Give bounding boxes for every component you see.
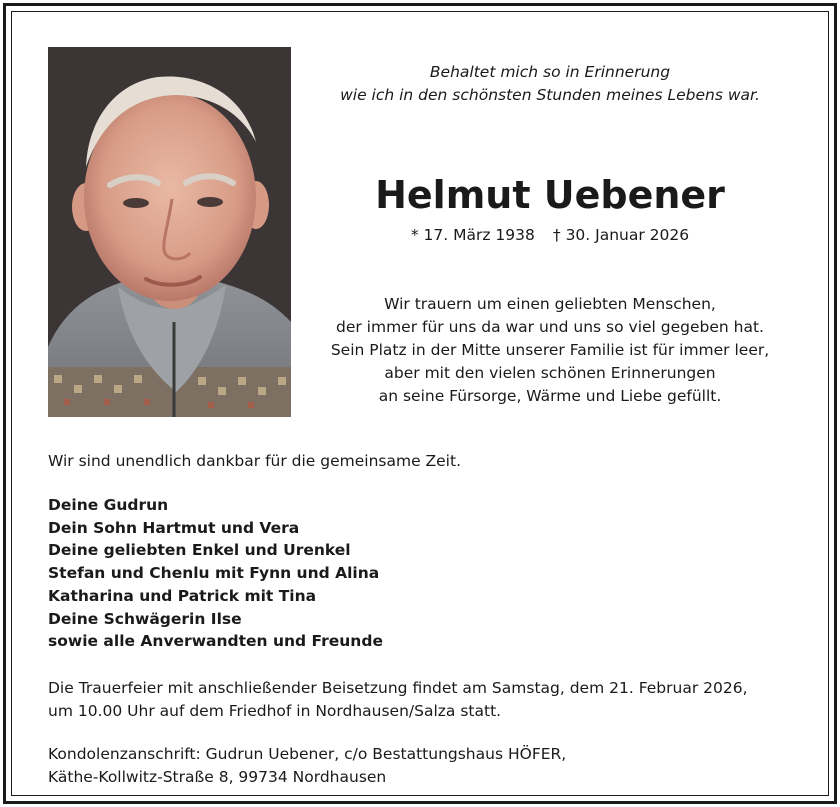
signature-line: Deine Gudrun — [48, 496, 169, 514]
mourning-verse — [300, 293, 800, 408]
ceremony-line: um 10.00 Uhr auf dem Friedhof in Nordhausen/Salza statt. — [48, 702, 502, 720]
condolence-line: Käthe-Kollwitz-Straße 8, 99734 Nordhausen — [48, 768, 387, 786]
portrait-photo — [48, 47, 291, 417]
verse-line: Wir trauern um einen geliebten Menschen, — [384, 295, 716, 313]
motto-line: wie ich in den schönsten Stunden meines Lebens war. — [340, 86, 760, 104]
birth-date: * 17. März 1938 — [410, 226, 535, 244]
verse-line: aber mit den vielen schönen Erinnerungen — [384, 364, 716, 382]
ceremony-line: Die Trauerfeier mit anschließender Beisetzung findet am Samstag, dem 21. Februar 2026, — [48, 679, 748, 697]
motto-verse — [300, 61, 800, 107]
death-date: † 30. Januar 2026 — [552, 226, 690, 244]
verse-line: an seine Fürsorge, Wärme und Liebe gefüllt. — [378, 387, 722, 405]
verse-line: der immer für uns da war und uns so viel gegeben hat. — [336, 318, 764, 336]
condolence-address — [48, 743, 566, 789]
signature-line: Deine geliebten Enkel und Urenkel — [48, 541, 351, 560]
deceased-name: Helmut Uebener — [375, 173, 725, 217]
ceremony-info — [48, 677, 748, 723]
verse-line: Sein Platz in der Mitte unserer Familie ist für immer leer, — [330, 341, 770, 359]
life-dates — [300, 224, 800, 246]
condolence-line: Kondolenzanschrift: Gudrun Uebener, c/o Bestattungshaus HÖFER, — [48, 745, 567, 763]
signature-line: Dein Sohn Hartmut und Vera — [48, 518, 300, 537]
signature-line: Deine Schwägerin Ilse — [48, 609, 242, 628]
signature-line: Katharina und Patrick mit Tina — [48, 586, 317, 605]
signature-list — [48, 494, 383, 653]
motto-line: Behaltet mich so in Erinnerung — [429, 63, 671, 81]
signature-line: sowie alle Anverwandten und Freunde — [48, 632, 383, 651]
signature-line: Stefan und Chenlu mit Fynn und Alina — [48, 564, 380, 583]
thanks-text: Wir sind unendlich dankbar für die gemeinsame Zeit. — [48, 452, 461, 470]
